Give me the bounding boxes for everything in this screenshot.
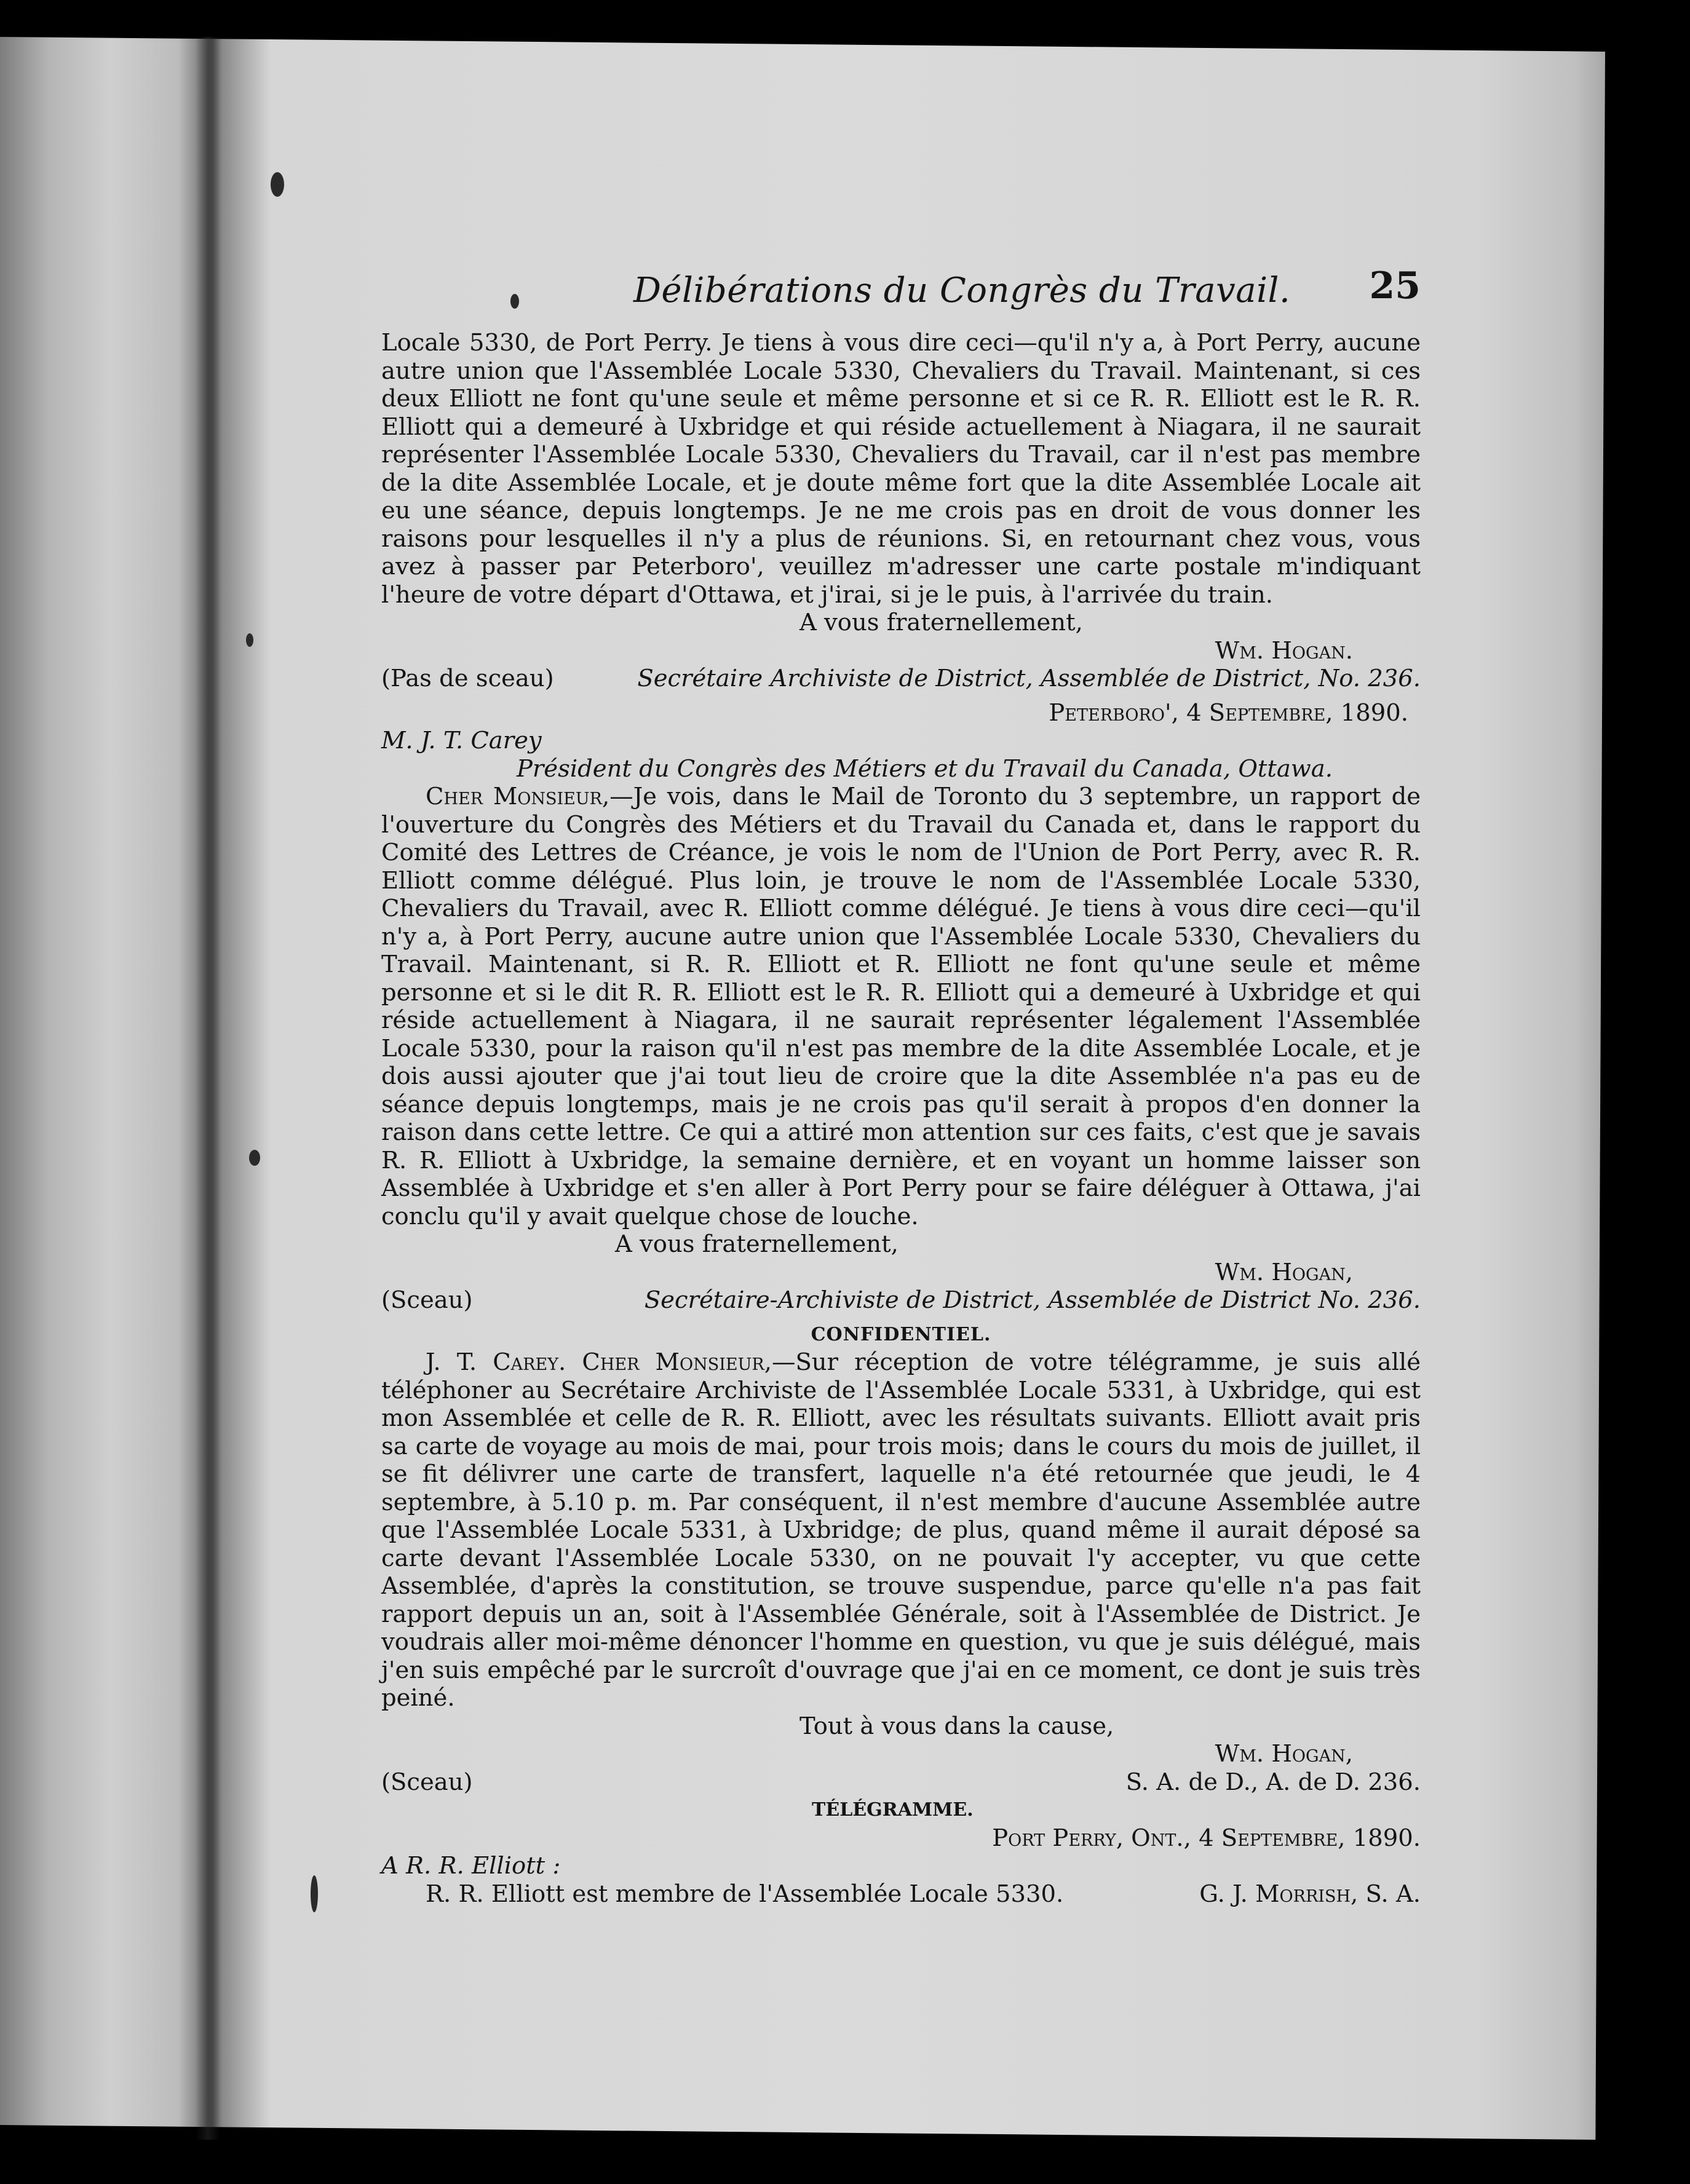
telegram-heading: TÉLÉGRAMME. [812, 1799, 974, 1821]
telegram-message-row [381, 1880, 1421, 1909]
letter1-seal: (Pas de sceau) [381, 665, 554, 692]
letter1-signer-title: Secrétaire Archiviste de District, Assemblée de District, No. 236. [637, 665, 1421, 692]
letter2-salutation: Cher Monsieur, [426, 783, 610, 810]
letter3-closing: Tout à vous dans la cause, [799, 1712, 1114, 1740]
letter1-paragraph: Locale 5330, de Port Perry. Je tiens à vous dire ceci—qu'il n'y a, à Port Perry, aucune autre union que l'Assemblée Locale 5330, Chevaliers du Travail. Maintenant, si ces deux Elliott ne font qu'une seule et même personne et si ce R. R. Elliott est le R. R. Elliott qui a demeuré à Uxbridge et qui réside actuellement à Niagara, il ne saurait représenter l'Assemblée Locale 5330, Chevaliers du Travail, car il n'est pas membre de la dite Assemblée Locale, et je doute même fort que la dite Assemblée Locale ait eu une séance, depuis longtemps. Je ne me crois pas en droit de vous donner les raisons pour lesquelles il n'y a plus de réunions. Si, en retournant chez vous, vous avez à passer par Peterboro', veuillez m'adresser une carte postale m'indiquant l'heure de votre départ d'Ottawa, et j'irai, si je le puis, à l'arrivée du train. [381, 329, 1421, 609]
letter3-seal: (Sceau) [381, 1768, 473, 1796]
letter1-closing: A vous fraternellement, [799, 609, 1083, 636]
letter2-seal: (Sceau) [381, 1286, 473, 1314]
letter2-paragraph: —Je vois, dans le Mail de Toronto du 3 septembre, un rapport de l'ouverture du Congrès des Métiers et du Travail du Canada et, dans le rapport du Comité des Lettres de Créance, je vois le nom de l'Union de Port Perry, avec R. R. Elliott comme délégué. Plus loin, je trouve le nom de l'Assemblée Locale 5330, Chevaliers du Travail, avec R. Elliott comme délégué. Je tiens à vous dire ceci—qu'il n'y a, à Port Perry, aucune autre union que l'Assemblée Locale 5330, Chevaliers du Travail. Maintenant, si R. R. Elliott et R. Elliott ne font qu'une seule et même personne et si le dit R. R. Elliott est le R. R. Elliott qui a demeuré à Uxbridge et qui réside actuellement à Niagara, il ne saurait représenter légalement l'Assemblée Locale 5330, pour la raison qu'il n'est pas membre de la dite Assemblée Locale, et je dois aussi ajouter que j'ai tout lieu de croire que la dite Assemblée n'a pas eu de séance depuis longtemps, mais je ne crois pas qu'il serait à propos d'en donner la raison dans cette lettre. Ce qui a attiré mon attention sur ces faits, c'est que je savais R. R. Elliott à Uxbridge, la semaine dernière, et en voyant un homme laisser son Assemblée à Uxbridge et s'en aller à Port Perry pour se faire déléguer à Ottawa, j'ai conclu qu'il y avait quelque chose de louche. [381, 783, 1421, 1230]
letter1-signature-row [381, 665, 1421, 693]
letter2-addressee: M. J. T. Carey [381, 727, 542, 754]
letter2-signature-row [381, 1286, 1421, 1315]
telegram-dateline: Port Perry, Ont., 4 Septembre, 1890. [992, 1824, 1421, 1852]
page-fold-shadow [196, 37, 220, 2140]
ink-speck [246, 633, 253, 647]
letter2-addressee-title: Président du Congrès des Métiers et du Travail du Canada, Ottawa. [517, 754, 1333, 783]
letter2-body [381, 783, 1421, 1230]
page-header [381, 264, 1421, 314]
letter2-dateline: Peterboro', 4 Septembre, 1890. [1049, 698, 1408, 727]
page-number: 25 [1369, 264, 1421, 307]
ink-speck [271, 172, 284, 197]
telegram-addressee: A R. R. Elliott : [381, 1852, 561, 1880]
letter3-signer-title: S. A. de D., A. de D. 236. [1125, 1768, 1421, 1796]
telegram-message: R. R. Elliott est membre de l'Assemblée Locale 5330. [426, 1880, 1064, 1908]
letter3-body [381, 1348, 1421, 1712]
confidential-heading: CONFIDENTIEL. [811, 1323, 991, 1345]
letter3-paragraph: —Sur réception de votre télégramme, je suis allé téléphoner au Secrétaire Archiviste de l'Assemblée Locale 5331, à Uxbridge, qui est mon Assemblée et celle de R. R. Elliott, avec les résultats suivants. Elliott avait pris sa carte de voyage au mois de mai, pour trois mois; dans le cours du mois de juillet, il se fit délivrer une carte de transfert, laquelle n'a été retournée que jeudi, le 4 septembre, à 5.10 p. m. Par conséquent, il n'est membre d'aucune Assemblée autre que l'Assemblée Locale 5331, à Uxbridge; de plus, quand même il aurait déposé sa carte devant l'Assemblée Locale 5330, on ne pouvait l'y accepter, vu que cette Assemblée, d'après la constitution, se trouve suspendue, parce qu'elle n'a pas fait rapport depuis un an, soit à l'Assemblée Générale, soit à l'Assemblée de District. Je voudrais aller moi-même dénoncer l'homme en question, vu que je suis délégué, mais j'en suis empêché par le surcroît d'ouvrage que j'ai en ce moment, ce dont je suis très peiné. [381, 1348, 1421, 1712]
page-body [381, 329, 1421, 1908]
letter3-signer: Wm. Hogan, [1215, 1740, 1353, 1768]
letter2-closing: A vous fraternellement, [615, 1230, 899, 1258]
document-page [381, 252, 1421, 1931]
ink-speck [311, 1875, 318, 1912]
telegram-signer: G. J. Morrish, S. A. [1199, 1880, 1421, 1908]
letter3-salutation: J. T. Carey. Cher Monsieur, [426, 1348, 772, 1376]
letter3-signature-row [381, 1768, 1421, 1797]
ink-speck [249, 1150, 260, 1166]
letter2-signer-title: Secrétaire-Archiviste de District, Assemblée de District No. 236. [644, 1286, 1421, 1314]
letter1-signer: Wm. Hogan. [1215, 636, 1353, 665]
letter2-signer: Wm. Hogan, [1215, 1258, 1353, 1286]
running-title: Délibérations du Congrès du Travail. [633, 271, 1291, 311]
